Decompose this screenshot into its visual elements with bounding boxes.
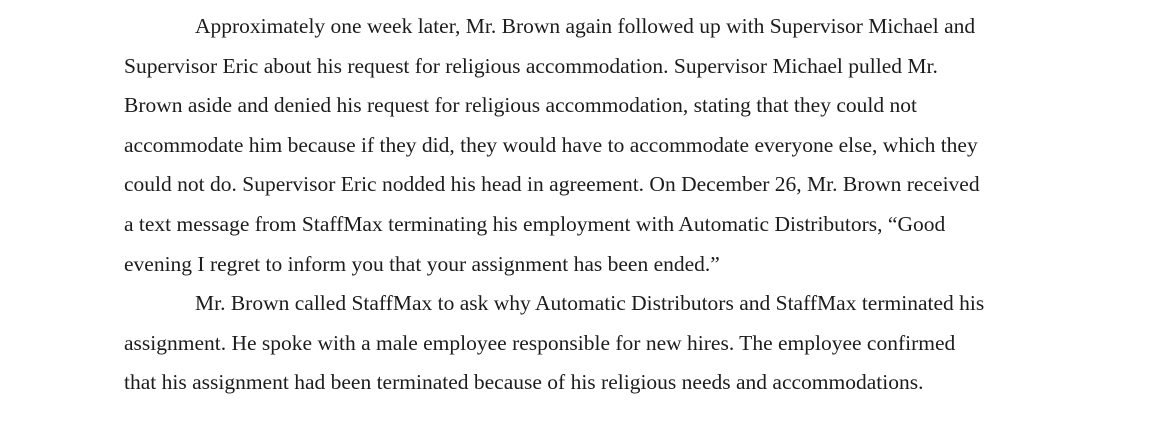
paragraph-line: Approximately one week later, Mr. Brown again followed up with Supervisor Michael and — [195, 14, 976, 38]
paragraph-line: evening I regret to inform you that your assignment has been ended.” — [124, 251, 720, 276]
paragraph-1 — [124, 7, 1044, 284]
paragraph-line: assignment. He spoke with a male employee responsible for new hires. The employee confirmed — [124, 330, 956, 355]
paragraph-line: that his assignment had been terminated because of his religious needs and accommodations. — [124, 370, 924, 395]
document-body — [124, 7, 1044, 403]
paragraph-line: Supervisor Eric about his request for religious accommodation. Supervisor Michael pulled Mr. — [124, 53, 938, 78]
paragraph-line: a text message from StaffMax terminating his employment with Automatic Distributors, “Good — [124, 211, 946, 236]
paragraph-2 — [124, 284, 1044, 403]
paragraph-line: Mr. Brown called StaffMax to ask why Automatic Distributors and StaffMax terminated his — [195, 291, 985, 316]
paragraph-line: Brown aside and denied his request for religious accommodation, stating that they could not — [124, 93, 917, 118]
paragraph-line: could not do. Supervisor Eric nodded his head in agreement. On December 26, Mr. Brown received — [124, 172, 980, 197]
paragraph-line: accommodate him because if they did, they would have to accommodate everyone else, which they — [124, 132, 978, 157]
